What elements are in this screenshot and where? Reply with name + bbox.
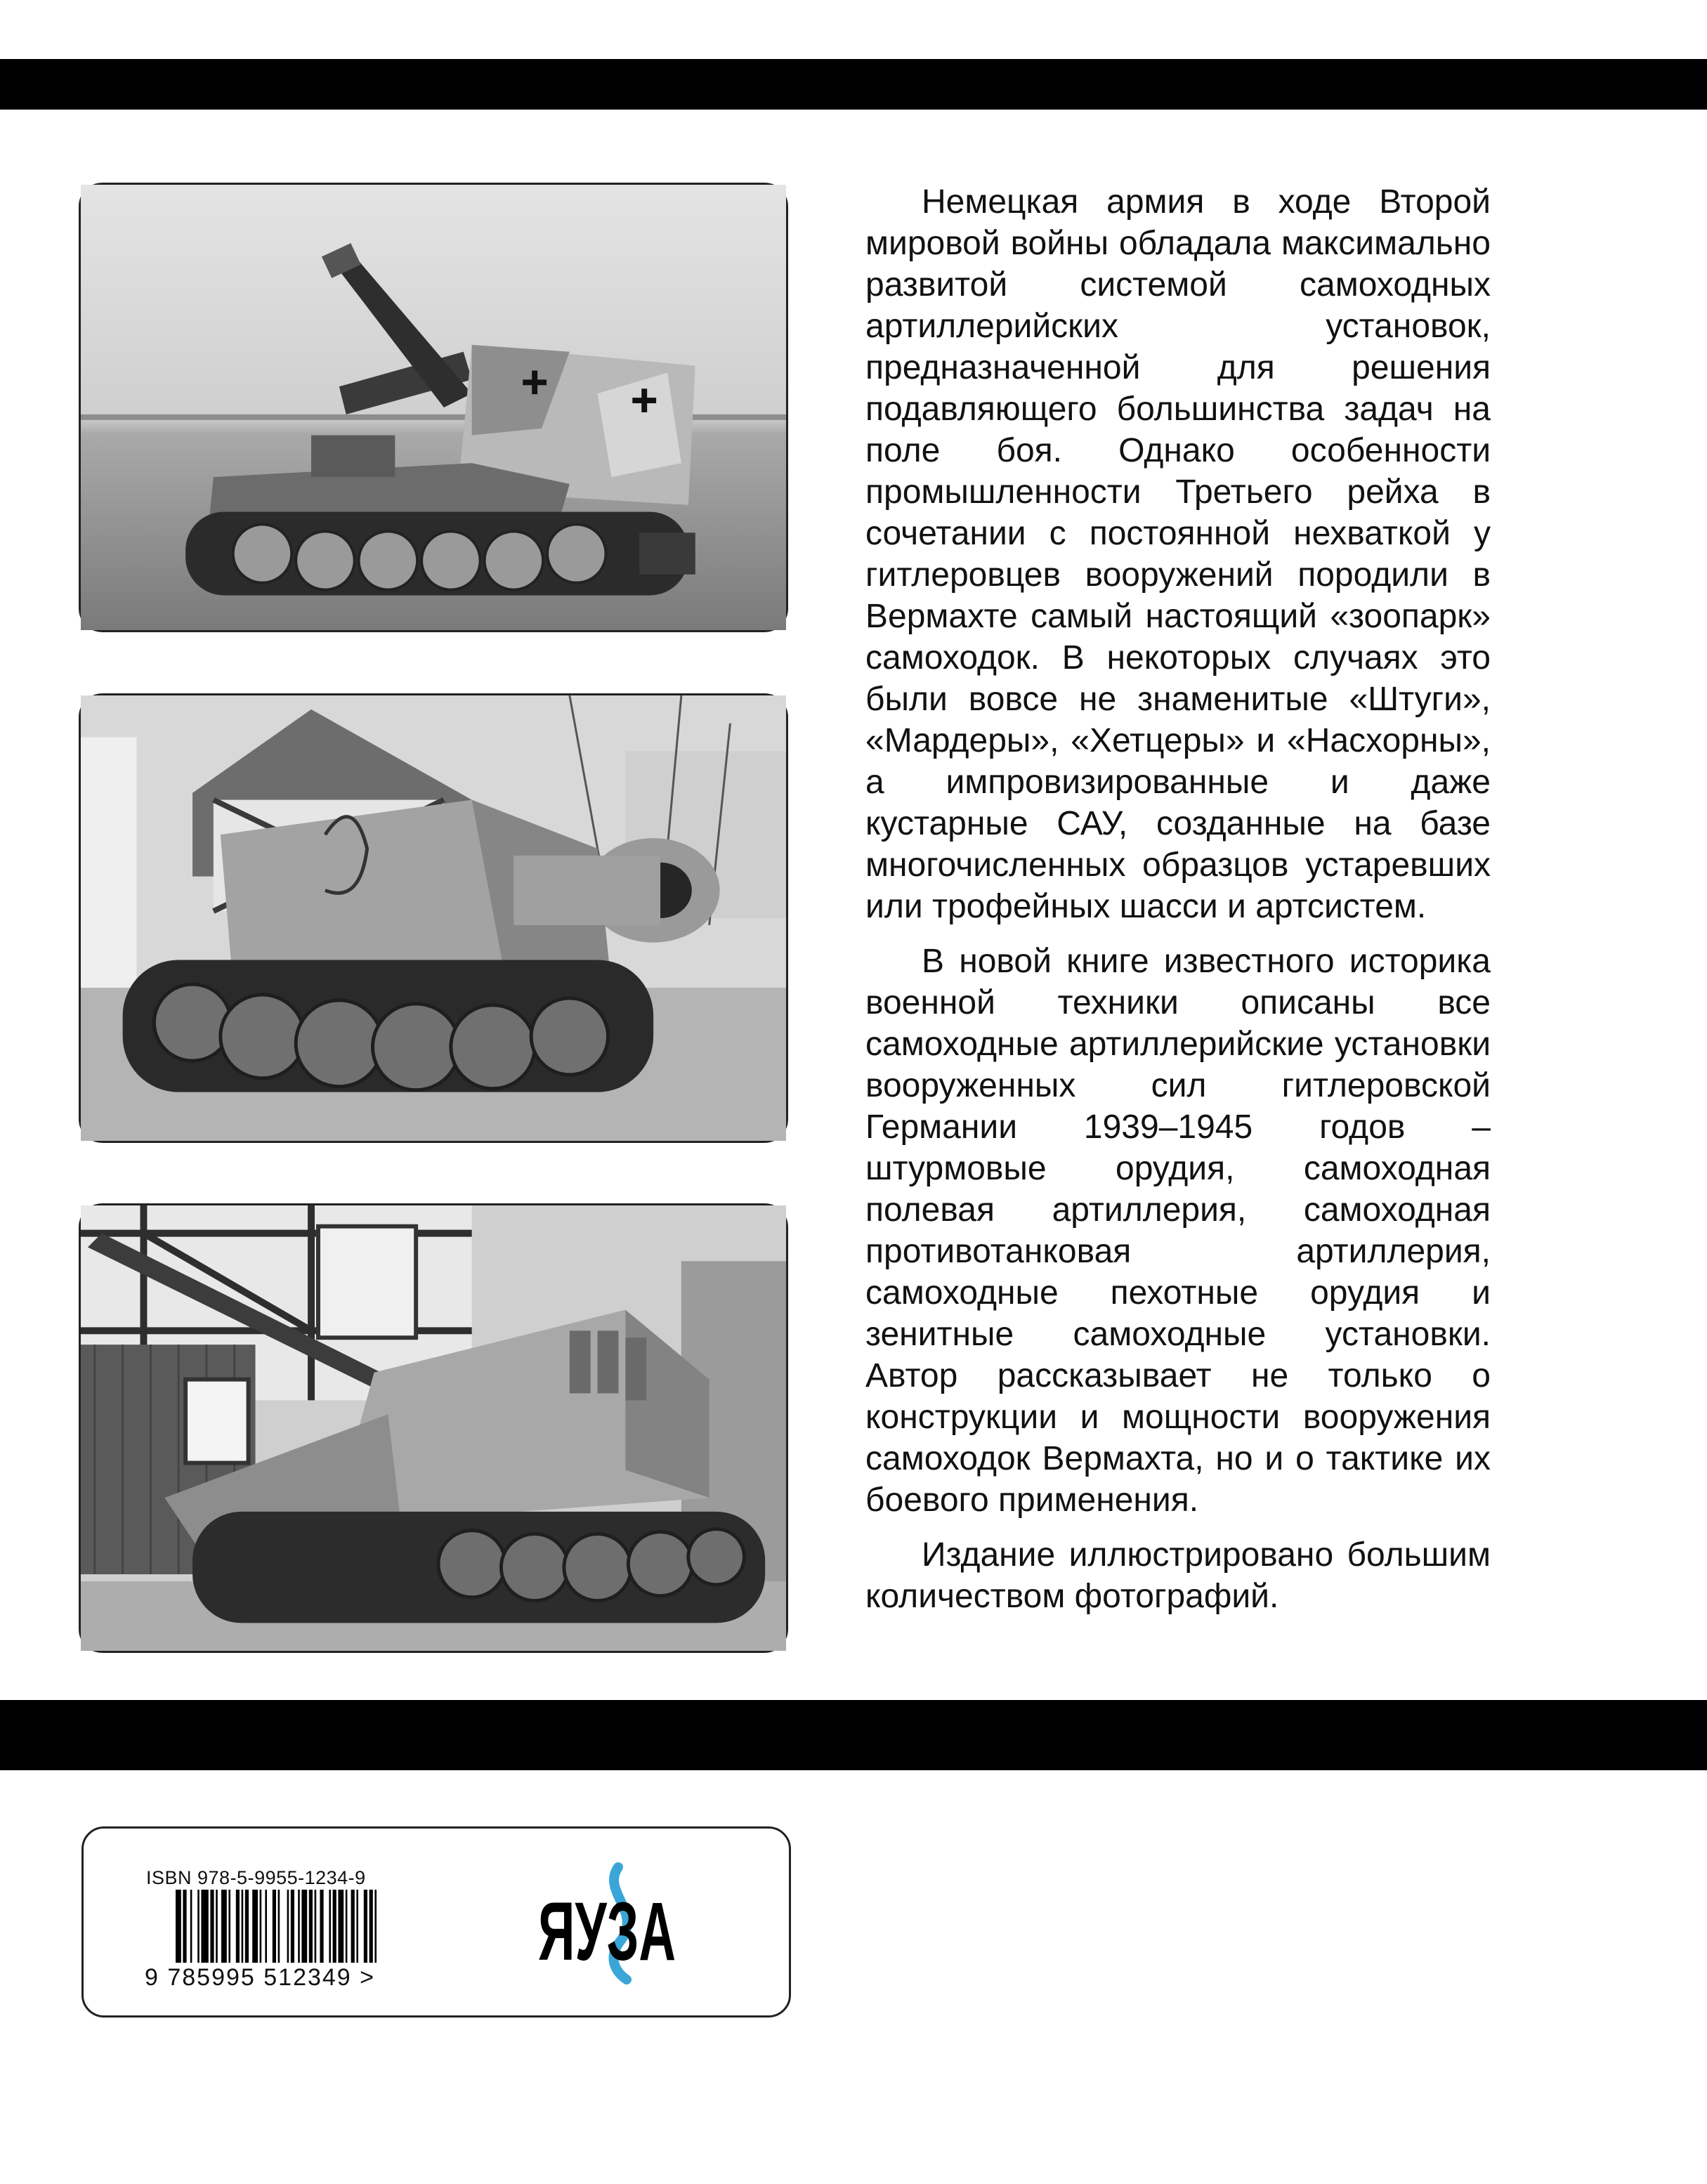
barcode-icon [176, 1890, 436, 1963]
publisher-logo [537, 1863, 677, 1981]
description-paragraph: Немецкая армия в ходе Второй мировой войны обладала максимально развитой системой самоходных артиллерийских установок, предназначенной для решения подавляющего большинства задач на поле боя. Однако особенности промышленности Третьего рейха в сочетании с постоянной нехваткой у гитлеровцев вооружений породили в Вермахте самый настоящий «зоопарк» самоходок. В некоторых случаях это были вовсе не знаменитые «Штуги», «Мардеры», «Хетцеры» и «Насхорны», а импровизированные и даже кустарные САУ, созданные на базе многочисленных образцов устаревших или трофейных шасси и артсистем. [865, 183, 1491, 925]
photo-jagdtiger [79, 1203, 788, 1653]
description-paragraph: В новой книге известного историка военной техники описаны все самоходные артиллерийские установки вооруженных сил гитлеровской Германии 1939–1945 годов – штурмовые орудия, самоходная полевая артиллерия, самоходная противотанковая артиллерия, самоходные пехотные орудия и зенитные самоходные установки. Автор рассказывает не только о конструкции и мощности вооружения самоходок Вермахта, но и о тактике их боевого применения. [865, 943, 1491, 1519]
description-paragraph: Издание иллюстрировано большим количеством фотографий. [865, 1536, 1491, 1615]
isbn-label: ISBN 978-5-9955-1234-9 [146, 1867, 366, 1888]
photo-sturmtiger [79, 693, 788, 1143]
photo-self-propelled-howitzer [79, 183, 788, 632]
barcode-digits: 9 785995 512349 > [145, 1964, 376, 1991]
middle-black-band [0, 1700, 1707, 1770]
book-description [865, 181, 1491, 1630]
top-black-band [0, 59, 1707, 110]
publisher-logo-text: ЯУЗА [538, 1885, 676, 1978]
